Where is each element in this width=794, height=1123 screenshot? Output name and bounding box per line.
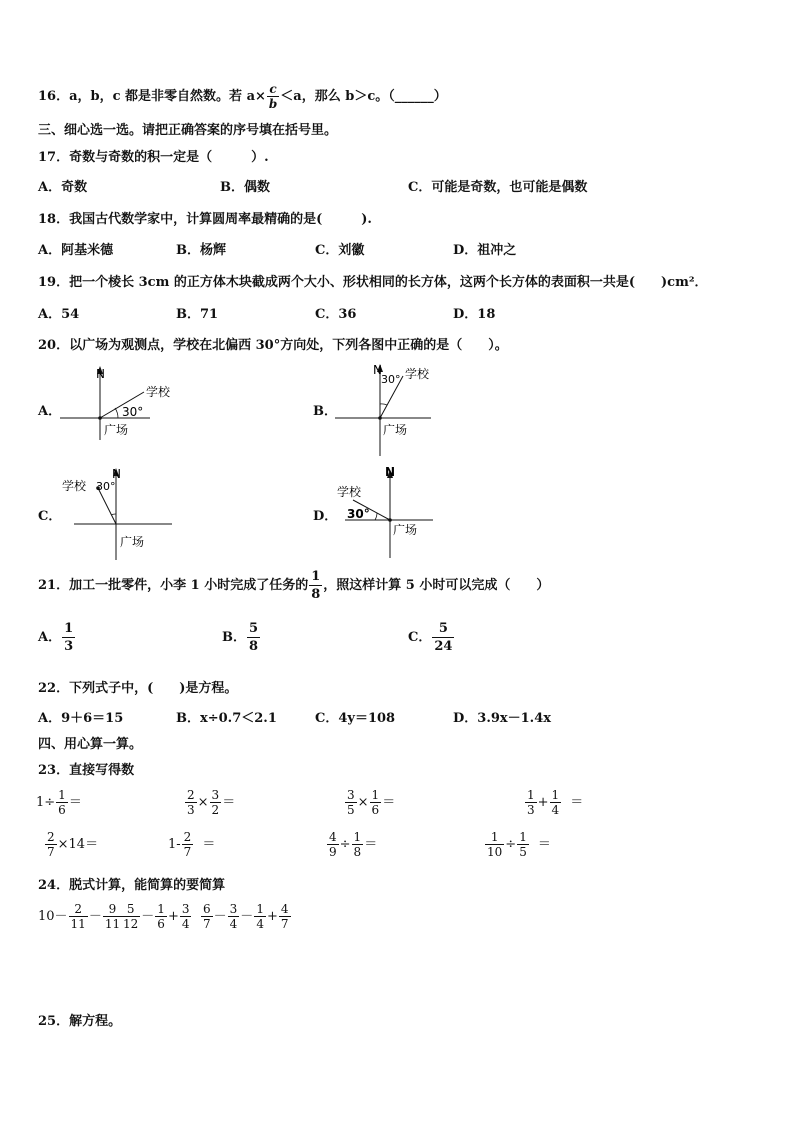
fraction: $\frac{3}{4}$ (181, 902, 190, 931)
section-heading-3: 三、细心选一选。请把正确答案的序号填在括号里。 (38, 123, 338, 138)
option-b: B．偶数 (220, 180, 270, 195)
north-label: N (112, 467, 121, 481)
option-c: C．36 (315, 307, 357, 322)
school-label: 学校 (146, 385, 171, 399)
question-25: 25．解方程。 (38, 1014, 122, 1029)
option-c: C．4y＝108 (315, 711, 396, 726)
option-d: D．3.9x－1.4x (453, 711, 552, 726)
answer-blank: （______） (388, 89, 447, 104)
diagram-c (60, 462, 176, 562)
north-label: N (385, 465, 396, 479)
option-a-label: A． (38, 404, 62, 419)
fraction: $\frac{1}{3}$ (527, 788, 535, 817)
question-22: 22．下列式子中，( )是方程。 (38, 681, 238, 696)
fraction: $\frac{2}{7}$ (183, 830, 192, 859)
fraction: $\frac{3}{2}$ (211, 788, 220, 817)
north-label: N (373, 363, 382, 377)
diagram-d (335, 462, 437, 560)
expression: 1- $\frac{2}{7}$ ＝ (168, 830, 216, 859)
expression: $\frac{5}{12}$ － $\frac{1}{6}$ + $\frac{3}{4}$ (123, 902, 190, 931)
expression: $\frac{2}{7}$ ×14＝ (47, 830, 99, 859)
fraction: $\frac{6}{7}$ (203, 902, 211, 931)
fraction: $\frac{2}{7}$ (47, 830, 55, 859)
fraction: $\frac{1}{4}$ (256, 902, 264, 931)
q16-text-a: 16．a，b，c 都是非零自然数。若 a× (38, 89, 266, 104)
diagram-b (335, 360, 437, 458)
fraction: $\frac{9}{11}$ (104, 902, 121, 931)
option-c-label: C． (38, 509, 62, 524)
fraction: $\frac{1}{10}$ (487, 830, 503, 859)
section-heading-4: 四、用心算一算。 (38, 737, 143, 752)
fraction: $\frac{1}{8}$ (311, 569, 321, 602)
option-d-label: D． (313, 509, 338, 524)
option-a: A．9＋6＝15 (38, 711, 124, 726)
expression: $\frac{2}{3}$ × $\frac{3}{2}$ ＝ (187, 788, 236, 817)
fraction: $\frac{5}{8}$ (249, 621, 259, 654)
fraction: $\frac{5}{12}$ (123, 902, 139, 931)
option-a: A．阿基米德 (38, 243, 114, 258)
fraction: $\frac{3}{5}$ (347, 788, 355, 817)
school-label: 学校 (62, 479, 87, 493)
expression: 1÷ $\frac{1}{6}$ ＝ (36, 788, 82, 817)
fraction: $\frac{4}{7}$ (280, 902, 289, 931)
fraction: $\frac{1}{6}$ (58, 788, 66, 817)
square-label: 广场 (104, 423, 129, 437)
expression: $\frac{1}{3}$ + $\frac{1}{4}$ ＝ (527, 788, 584, 817)
option-c: C．可能是奇数，也可能是偶数 (408, 180, 588, 195)
expression: 10－ $\frac{2}{11}$ － $\frac{9}{11}$ (38, 902, 121, 931)
school-label: 学校 (337, 485, 362, 499)
fraction: $\frac{3}{4}$ (229, 902, 238, 931)
option-a: A．54 (38, 307, 80, 322)
fraction: $\frac{1}{5}$ (519, 830, 527, 859)
angle-label: 30° (347, 507, 370, 521)
expression: $\frac{1}{10}$ ÷ $\frac{1}{5}$ ＝ (487, 830, 551, 859)
option-a: A． $\frac{1}{3}$ (38, 621, 74, 654)
expression: $\frac{4}{9}$ ÷ $\frac{1}{8}$ ＝ (329, 830, 378, 859)
option-c: C．刘徽 (315, 243, 365, 258)
question-19: 19．把一个棱长 3cm 的正方体木块截成两个大小、形状相同的长方体，这两个长方体的表面积一共是( )cm²． (38, 275, 708, 290)
option-b: B． $\frac{5}{8}$ (222, 621, 259, 654)
diagram-a (60, 362, 171, 444)
option-b: B．x÷0.7＜2.1 (176, 711, 277, 726)
q16-text-b: ＜a，那么 b＞c。 (280, 89, 389, 104)
option-b: B．71 (176, 307, 219, 322)
question-20: 20．以广场为观测点，学校在北偏西 30°方向处，下列各图中正确的是（ ）。 (38, 338, 508, 353)
question-23: 23．直接写得数 (38, 763, 135, 778)
option-c: C． $\frac{5}{24}$ (408, 621, 453, 654)
question-18: 18．我国古代数学家中，计算圆周率最精确的是( ). (38, 212, 372, 227)
fraction: $\frac{2}{11}$ (70, 902, 86, 931)
option-a: A．奇数 (38, 180, 88, 195)
fraction: $\frac{c}{b}$ (268, 82, 278, 111)
option-b-label: B． (313, 404, 337, 419)
angle-label: 30° (381, 373, 401, 386)
fraction: $\frac{4}{9}$ (329, 830, 337, 859)
expression: $\frac{6}{7}$ － $\frac{3}{4}$ － $\frac{1}{4}$ + $\frac{4}{7}$ (203, 902, 289, 931)
expression: $\frac{3}{5}$ × $\frac{1}{6}$ ＝ (347, 788, 396, 817)
option-d: D．祖冲之 (453, 243, 517, 258)
fraction: $\frac{1}{6}$ (157, 902, 165, 931)
question-24: 24．脱式计算，能简算的要简算 (38, 878, 226, 893)
square-label: 广场 (393, 523, 418, 537)
option-b: B．杨辉 (176, 243, 226, 258)
fraction: $\frac{2}{3}$ (187, 788, 195, 817)
fraction: $\frac{1}{3}$ (64, 621, 74, 654)
fraction: $\frac{1}{4}$ (551, 788, 560, 817)
fraction: $\frac{5}{24}$ (434, 621, 453, 654)
question-17: 17．奇数与奇数的积一定是（ ）. (38, 150, 269, 165)
angle-label: 30° (96, 480, 116, 493)
school-label: 学校 (405, 367, 430, 381)
fraction: $\frac{1}{8}$ (353, 830, 362, 859)
question-16 (38, 82, 447, 111)
angle-label: 30° (122, 405, 144, 419)
fraction: $\frac{1}{6}$ (371, 788, 380, 817)
option-d: D．18 (453, 307, 496, 322)
square-label: 广场 (383, 423, 408, 437)
north-label: N (96, 367, 105, 381)
question-21: 21．加工一批零件，小李 1 小时完成了任务的 $\frac{1}{8}$ ，照这样计算 5 小时可以完成（ ） (38, 569, 550, 602)
square-label: 广场 (120, 535, 145, 549)
